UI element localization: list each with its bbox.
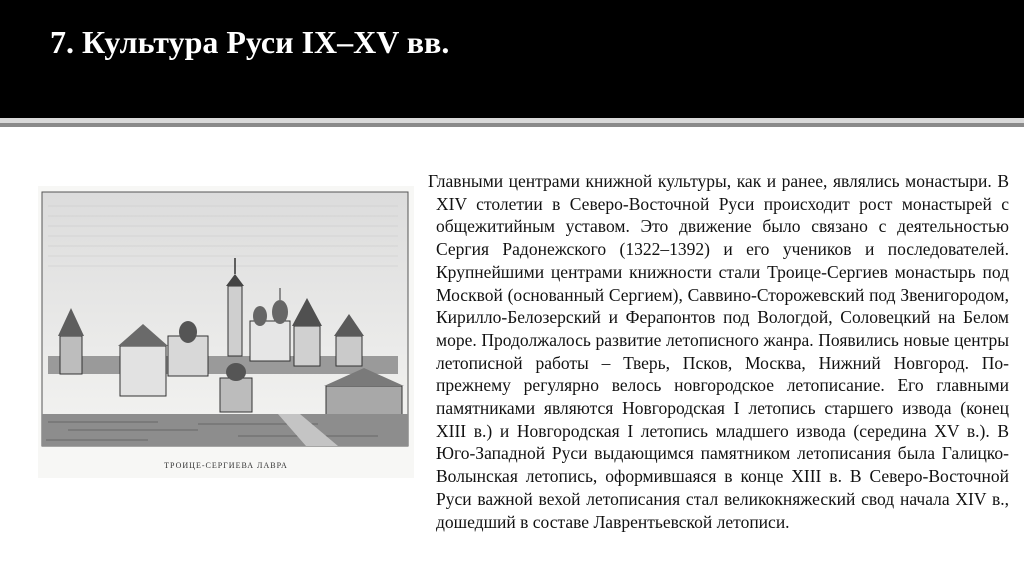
body-text: Главными центрами книжной культуры, как и ранее, являлись монастыри. В XIV столетии в Северо-Восточной Руси происходит рост монастырей с общежитийным уставом. Это движение было связано с деятельностью Сергия Радонежского (1322–1392) и его учеников и последователей. Крупнейшими центрами книжности стали Троице-Сергиев монастырь под Москвой (основанный Сергием), Саввино-Сторожевский под Звенигородом, Кирилло-Белозерский и Ферапонтов под Вологдой, Соловецкий на Белом море. Продолжалось развитие летописного жанра. Появились новые центры летописной работы – Тверь, Псков, Москва, Нижний Новгород. По-прежнему регулярно велось новгородское летописание. Его главными памятниками являются Новгородская I летопись старшего извода (конец XIII в.) и Новгородская I летопись младшего извода (середина XV в.). В Юго-Западной Руси выдающимся памятником летописания была Галицко-Волынская летопись, оформившаяся в конце XIII в. В Северо-Восточной Руси важной вехой летописания стал великокняжеский свод начала XIV в., дошедший в составе Лаврентьевской летописи. — [428, 171, 1009, 532]
slide-title: 7. Культура Руси IX–XV вв. — [50, 24, 450, 60]
image-caption: ТРОИЦЕ-СЕРГИЕВА ЛАВРА — [164, 461, 288, 470]
title-bar — [0, 0, 1024, 118]
monastery-engraving — [38, 186, 414, 478]
engraving-illustration — [38, 186, 414, 478]
divider-dark — [0, 123, 1024, 127]
